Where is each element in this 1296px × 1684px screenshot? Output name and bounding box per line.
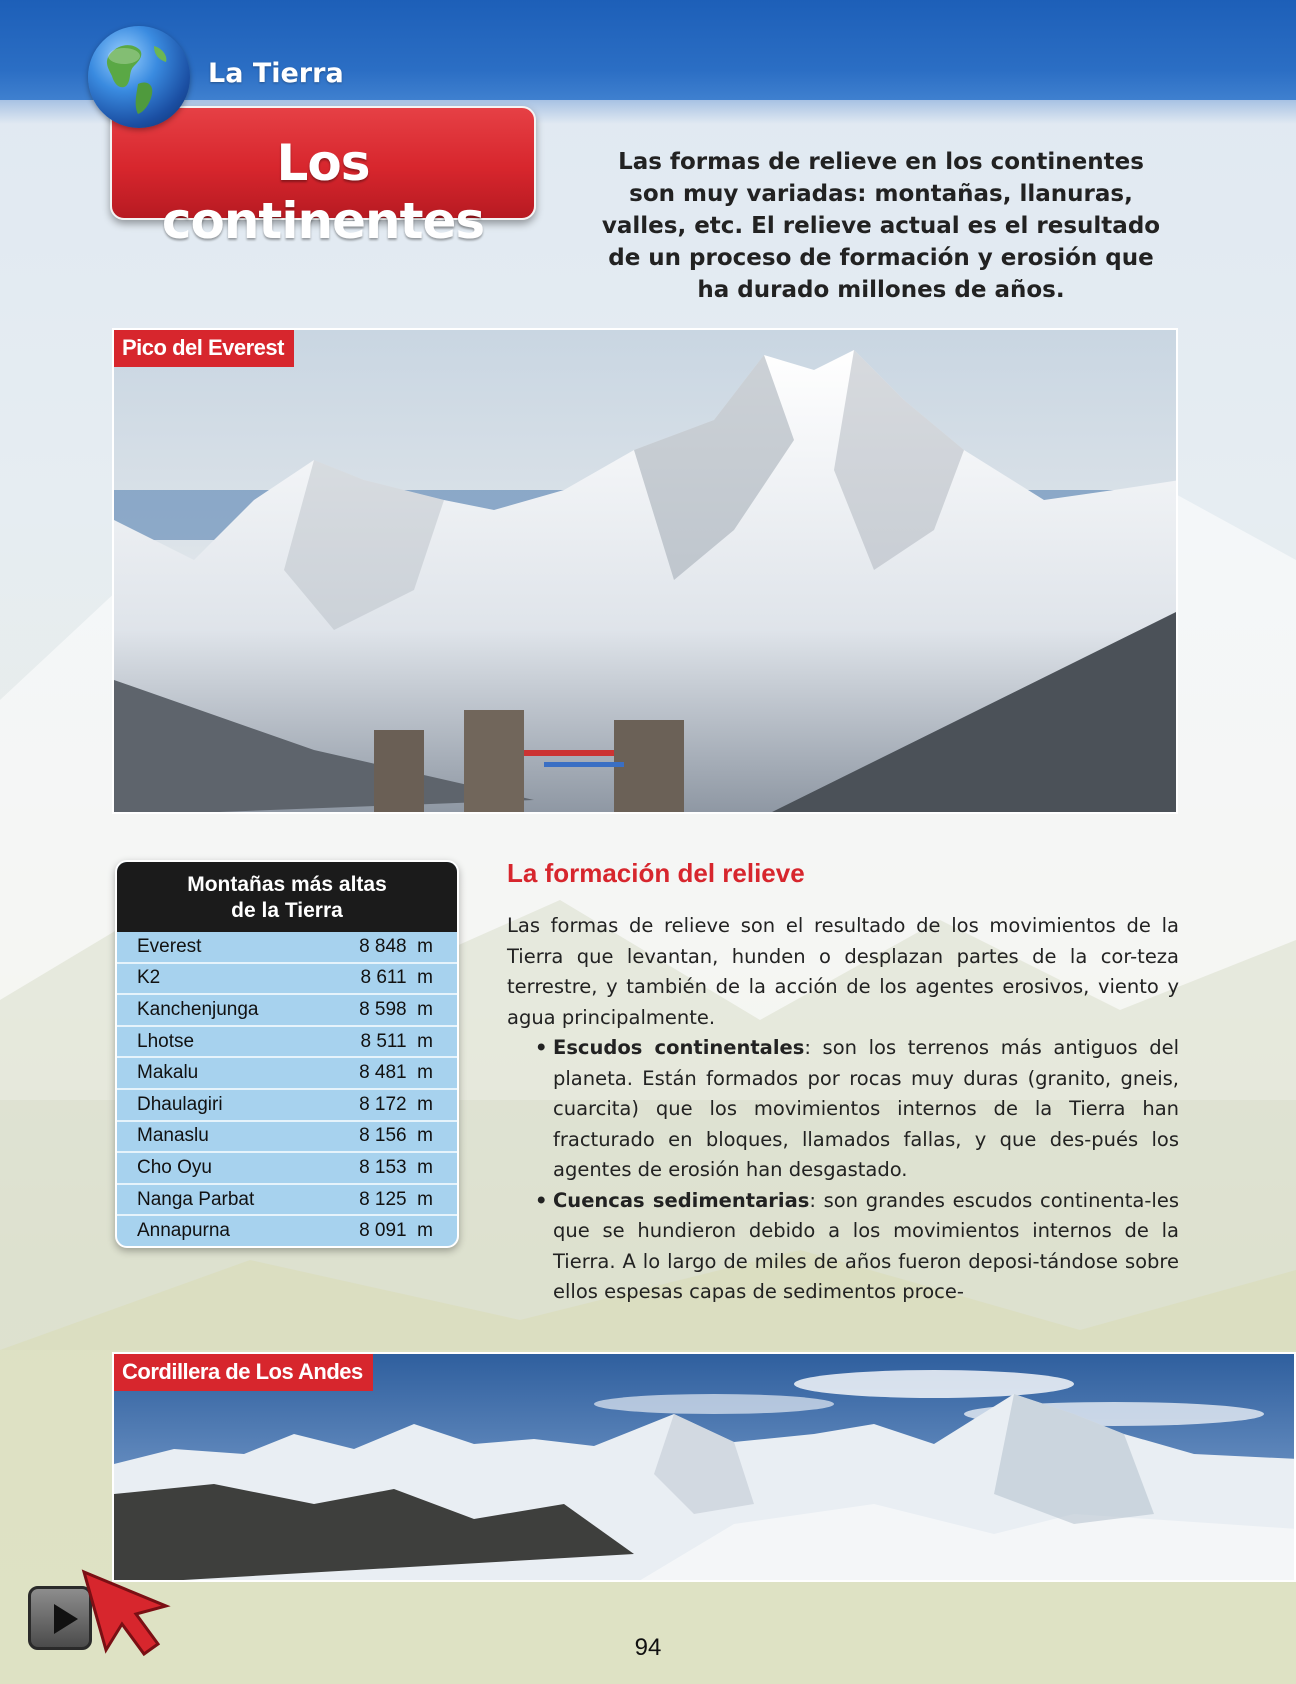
- table-row: [117, 1058, 457, 1090]
- mountain-name: Cho Oyu: [137, 1156, 212, 1178]
- intro-text: Las formas de relieve en los continentes son muy variadas: montañas, llanuras, valles, etc. El relieve actual es el resultado de un proceso de formación y erosión que ha durado millones de años.: [601, 149, 1161, 303]
- height-value: 8 172: [359, 1093, 407, 1115]
- height-value: 8 125: [359, 1188, 407, 1210]
- height-value: 8 156: [359, 1125, 407, 1147]
- mountain-name: Makalu: [137, 1062, 199, 1084]
- table-header: [117, 862, 457, 932]
- height-unit: m: [417, 967, 433, 989]
- bullet-text: : son los terrenos más antiguos del planeta. Están formados por rocas muy duras (granito, gneis, cuarcita) que los movimientos internos de la Tierra han fracturado en bloques, llamados fallas, y que des-pués los agentes de erosión han desgastado.: [553, 1036, 1180, 1181]
- height-unit: m: [417, 1188, 433, 1210]
- table-row: [117, 1153, 457, 1185]
- andes-photo-label: Cordillera de Los Andes: [114, 1354, 373, 1391]
- bullet-text: : son grandes escudos continenta-les que se hundieron debido a los movimientos internos de la Tierra. A lo largo de miles de años fueron deposi-tándose sobre ellos espesas capas de sedimentos proce-: [553, 1188, 1179, 1303]
- bullet-item: [553, 1186, 1179, 1308]
- mountain-height: [345, 999, 433, 1021]
- bullet-term: Cuencas sedimentarias: [553, 1188, 810, 1212]
- mountain-height: [345, 1157, 433, 1179]
- mountain-name: Lhotse: [137, 1030, 195, 1052]
- mountain-height: [345, 1062, 433, 1084]
- mountain-name: Annapurna: [137, 1220, 230, 1242]
- mountain-height: [345, 1189, 433, 1211]
- height-unit: m: [417, 1220, 433, 1242]
- mountain-name: Dhaulagiri: [137, 1093, 223, 1115]
- header-band: [0, 0, 1296, 100]
- table-title-line2: de la Tierra: [231, 899, 343, 922]
- mountain-height: [345, 1220, 433, 1242]
- mountain-height: [345, 967, 433, 989]
- table-row: [117, 1185, 457, 1217]
- table-row: [117, 964, 457, 996]
- cursor-arrow-icon: [80, 1568, 176, 1664]
- height-value: 8 153: [359, 1156, 407, 1178]
- everest-photo: [112, 328, 1178, 814]
- height-unit: m: [417, 998, 433, 1020]
- mountain-name: Everest: [137, 935, 202, 957]
- bullet-term: Escudos continentales: [553, 1036, 805, 1059]
- height-unit: m: [417, 935, 433, 957]
- everest-photo-label: Pico del Everest: [114, 330, 294, 367]
- height-value: 8 481: [359, 1062, 407, 1084]
- mountain-height: [345, 1094, 433, 1116]
- height-unit: m: [417, 1125, 433, 1147]
- globe-icon: [88, 26, 190, 128]
- table-row: [117, 1122, 457, 1154]
- height-unit: m: [417, 1062, 433, 1084]
- table-row: [117, 1090, 457, 1122]
- article-paragraph: Las formas de relieve son el resultado de los movimientos de la Tierra que levantan, hunden o desplazan partes de la cor-teza terrestre, y también de la acción de los agentes erosivos, viento y agua principalmente.: [507, 914, 1179, 1029]
- height-unit: m: [417, 1093, 433, 1115]
- mountain-name: Nanga Parbat: [137, 1188, 255, 1210]
- height-value: 8 511: [360, 1030, 407, 1052]
- table-row: [117, 995, 457, 1027]
- table-title-line1: Montañas más altas: [187, 873, 387, 896]
- article-heading: La formación del relieve: [507, 858, 805, 888]
- mountain-height: [345, 1031, 433, 1053]
- height-value: 8 598: [359, 998, 407, 1020]
- page-title: Los continentes: [161, 134, 485, 250]
- height-unit: m: [417, 1030, 433, 1052]
- table-row: [117, 1027, 457, 1059]
- mountain-height: [345, 936, 433, 958]
- mountain-height: [345, 1125, 433, 1147]
- section-label: La Tierra: [208, 58, 344, 89]
- highest-mountains-table: [115, 860, 459, 1248]
- title-banner: [110, 106, 536, 250]
- bullet-item: [553, 1033, 1179, 1186]
- height-value: 8 848: [359, 935, 407, 957]
- table-row: [117, 1216, 457, 1246]
- andes-photo: [112, 1352, 1296, 1582]
- table-row: [117, 932, 457, 964]
- mountain-name: K2: [137, 967, 161, 989]
- height-value: 8 611: [360, 967, 407, 989]
- page-number: 94: [634, 1634, 662, 1661]
- mountain-name: Kanchenjunga: [137, 998, 259, 1020]
- article-relief-formation: [507, 858, 1179, 1308]
- height-value: 8 091: [359, 1220, 407, 1242]
- height-unit: m: [417, 1156, 433, 1178]
- mountain-name: Manaslu: [137, 1125, 209, 1147]
- article-bullet-list: [507, 1033, 1179, 1308]
